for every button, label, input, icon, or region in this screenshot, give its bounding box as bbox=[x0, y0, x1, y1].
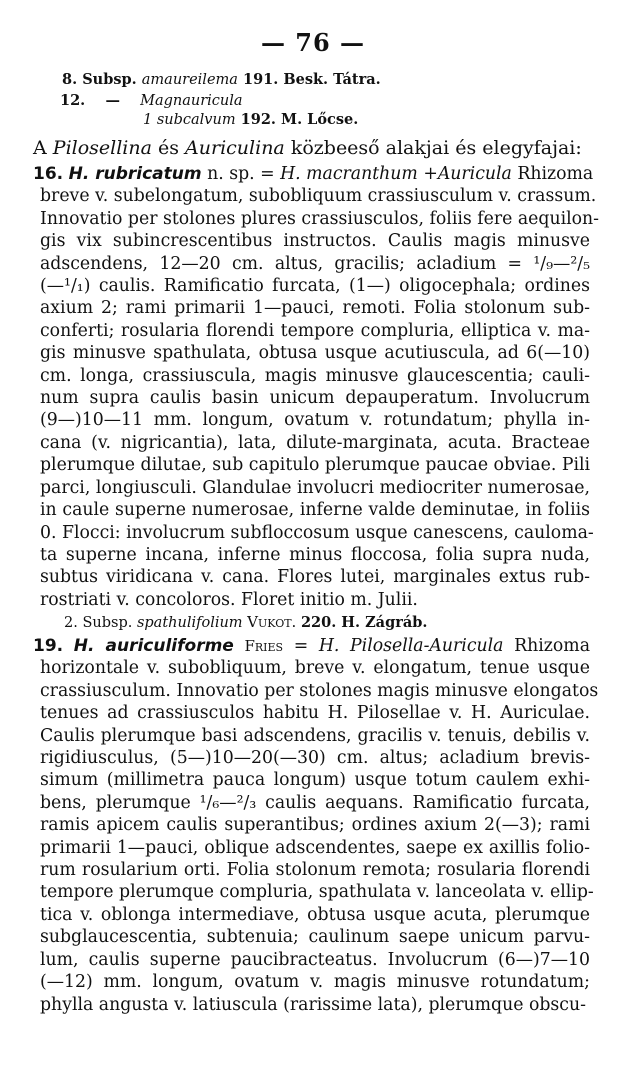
description-line: subglaucescentia, subtenuia; caulinum saepe unicum parvu- bbox=[40, 927, 590, 948]
description-line: parci, longiusculi. Glandulae involucri mediocriter numerosae, bbox=[40, 477, 590, 498]
species-16-first-line bbox=[33, 163, 594, 185]
description-line: Innovatio per stolones plures crassiusculos, foliis fere aequilon- bbox=[40, 208, 599, 229]
description-line: lum, caulis superne paucibracteatus. Involucrum (6—)7—10 bbox=[40, 949, 590, 970]
subspecies-name: amaureilema bbox=[141, 72, 238, 88]
subspecies-locality: 191. Besk. Tátra. bbox=[242, 71, 381, 88]
description-line: crassiusculum. Innovatio per stolones magis minusve elongatos bbox=[40, 680, 599, 701]
description-line: tenues ad crassiusculos habitu H. Pilosellae v. H. Auriculae. bbox=[40, 703, 590, 724]
subspecies-locality: 220. H. Zágráb. bbox=[300, 614, 428, 631]
species-16-description bbox=[33, 185, 599, 611]
species-synonym: H. Pilosella-Auricula bbox=[318, 636, 504, 656]
subspecies-name: Magnauricula bbox=[140, 93, 243, 109]
heading-rest: közbeeső alakjai és elegyfajai: bbox=[290, 137, 582, 159]
description-line: cana (v. nigricantia), lata, dilute-marginata, acuta. Bracteae bbox=[40, 432, 590, 453]
heading-group-2: Auriculina bbox=[185, 137, 285, 159]
description-line: subtus viridicana v. cana. Flores lutei, marginales extus rub- bbox=[40, 567, 590, 588]
heading-conjunction: és bbox=[158, 137, 179, 159]
subspecies-number: 2. bbox=[64, 615, 78, 631]
description-line: (—¹/₁) caulis. Ramificatio furcata, (1—) oligocephala; ordines bbox=[40, 276, 590, 297]
description-line: rum rosularium orti. Folia stolonum remota; rosularia florendi bbox=[40, 860, 590, 881]
species-16-subspecies bbox=[64, 613, 427, 631]
description-line: horizontale v. subobliquum, breve v. elongatum, tenue usque bbox=[40, 658, 590, 679]
description-line: adscendens, 12—20 cm. altus, gracilis; acladium = ¹/₉—²/₅ bbox=[40, 253, 590, 274]
subspecies-number: 8. bbox=[62, 71, 78, 88]
description-line: axium 2; rami primarii 1—pauci, remoti. Folia stolonum sub- bbox=[40, 298, 590, 319]
description-line: (9—)10—11 mm. longum, ovatum v. rotundatum; phylla in- bbox=[40, 410, 590, 431]
description-line: (—12) mm. longum, ovatum v. magis minusve rotundatum; bbox=[40, 972, 590, 993]
section-heading bbox=[33, 137, 593, 159]
description-line: in caule superne numerosae, inferne valde deminutae, in foliis bbox=[40, 500, 590, 521]
description-line: 0. Flocci: involucrum subfloccosum usque canescens, cauloma- bbox=[40, 522, 594, 543]
page-number: — 76 — bbox=[260, 28, 366, 57]
subspecies-line bbox=[62, 71, 381, 88]
description-line: gis vix subincrescentibus instructos. Caulis magis minusve bbox=[40, 231, 590, 252]
description-line: rostriati v. concoloros. Floret initio m. Julii. bbox=[40, 589, 418, 610]
subspecies-locality: 192. M. Lőcse. bbox=[240, 111, 359, 128]
subspecies-line bbox=[143, 111, 358, 128]
description-line: ta superne incana, inferne minus floccosa, folia supra nuda, bbox=[40, 544, 590, 565]
species-name: H. auriculiforme bbox=[73, 636, 234, 656]
description-line: cm. longa, crassiuscula, magis minusve glaucescentia; cauli- bbox=[40, 365, 590, 386]
species-19-first-line bbox=[33, 635, 590, 657]
subspecies-label: Subsp. bbox=[82, 71, 137, 88]
description-line: primarii 1—pauci, oblique adscendentes, saepe ex axillis folio- bbox=[40, 837, 590, 858]
description-line: tica v. oblonga intermediave, obtusa usque acuta, plerumque bbox=[40, 904, 590, 925]
species-number: 19. bbox=[33, 636, 64, 656]
hybrid-sign: + bbox=[423, 164, 438, 184]
heading-prefix: A bbox=[33, 137, 47, 159]
description-line: ramis apicem caulis superantibus; ordines axium 2(—3); rami bbox=[40, 815, 590, 836]
description-line: gis minusve spathulata, obtusa usque acutiuscula, ad 6(—10) bbox=[40, 343, 590, 364]
description-line: simum (millimetra pauca longum) usque totum caulem exhi- bbox=[40, 770, 590, 791]
species-19-description bbox=[33, 657, 599, 1016]
description-line: bens, plerumque ¹/₆—²/₃ caulis aequans. Ramificatio furcata, bbox=[40, 792, 590, 813]
species-16-entry bbox=[33, 163, 599, 611]
subspecies-label: Subsp. bbox=[82, 615, 133, 631]
subspecies-number: 12. bbox=[60, 92, 86, 109]
heading-group-1: Pilosellina bbox=[52, 137, 152, 159]
subspecies-line bbox=[60, 92, 243, 109]
subspecies-author: Vukot. bbox=[247, 613, 297, 631]
subspecies-name: spathulifolium bbox=[136, 615, 243, 631]
species-name: H. rubricatum bbox=[68, 164, 202, 184]
species-19-entry bbox=[33, 635, 599, 1016]
description-line: phylla angusta v. latiuscula (rarissime lata), plerumque obscu- bbox=[40, 994, 586, 1015]
description-line: breve v. subelongatum, subobliquum crassiusculum v. crassum. bbox=[40, 186, 597, 207]
equals-sign: = bbox=[293, 636, 309, 656]
description-line: Caulis plerumque basi adscendens, gracilis v. tenuis, debilis v. bbox=[40, 725, 590, 746]
description-text: Rhizoma bbox=[517, 164, 594, 184]
description-line: plerumque dilutae, sub capitulo plerumque paucae obviae. Pili bbox=[40, 455, 591, 476]
species-synonym: Auricula bbox=[437, 164, 512, 184]
description-line: conferti; rosularia florendi tempore compluria, elliptica v. ma- bbox=[40, 320, 590, 341]
description-line: tempore plerumque compluria, spathulata v. lanceolata v. ellip- bbox=[40, 882, 594, 903]
subspecies-name: 1 subcalvum bbox=[143, 112, 236, 128]
species-author: Fries bbox=[244, 637, 284, 655]
description-text: Rhizoma bbox=[514, 636, 590, 656]
species-author: n. sp. = bbox=[207, 164, 275, 184]
species-number: 16. bbox=[33, 164, 64, 184]
description-line: num supra caulis basin unicum depauperatum. Involucrum bbox=[40, 388, 590, 409]
subspecies-label: — bbox=[105, 92, 120, 109]
description-line: rigidiusculus, (5—)10—20(—30) cm. altus; acladium brevis- bbox=[40, 748, 590, 769]
species-synonym: H. macranthum bbox=[280, 164, 418, 184]
